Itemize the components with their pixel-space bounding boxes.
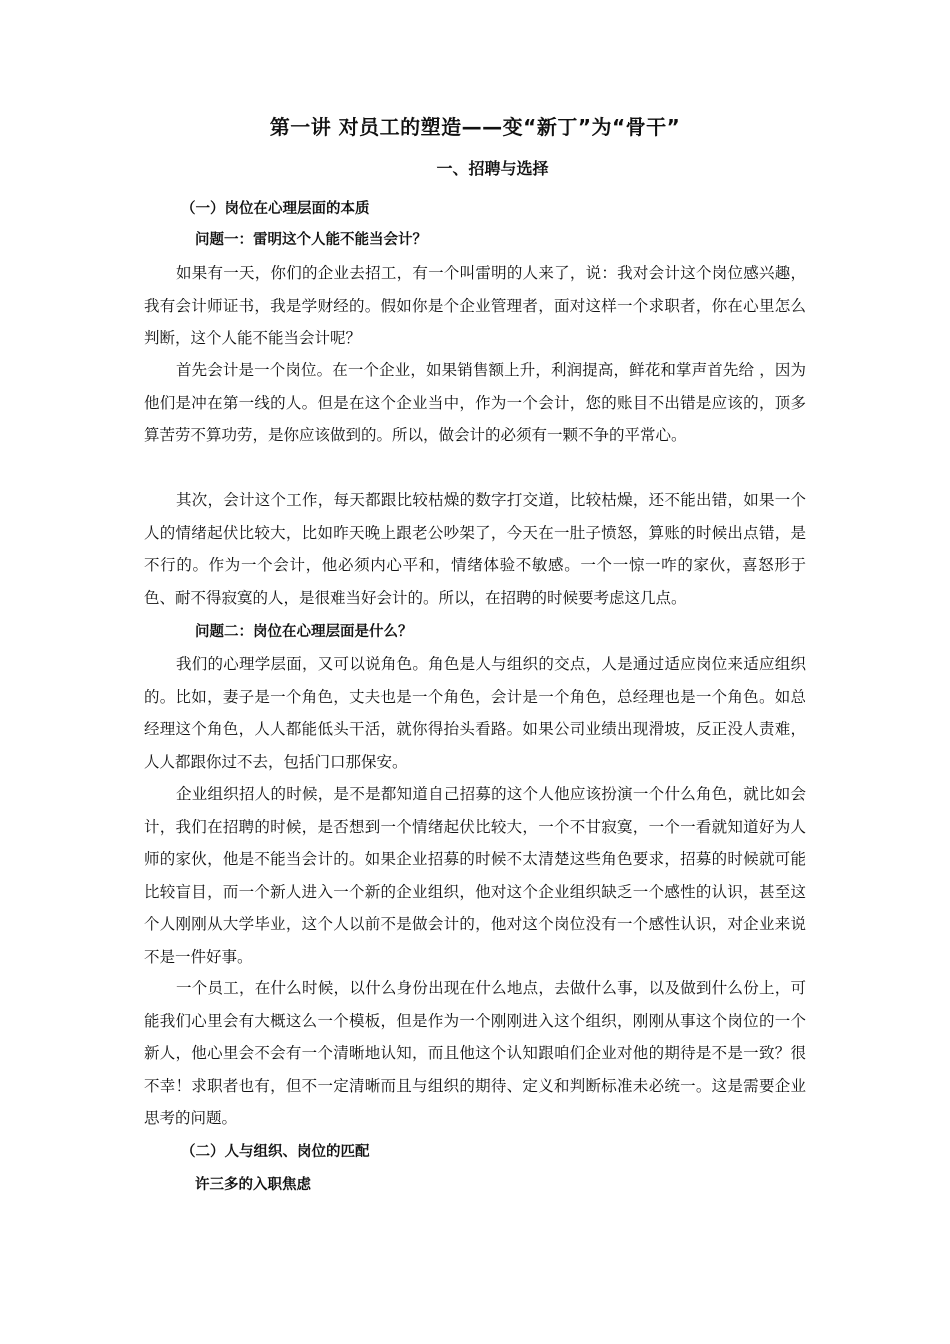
case-heading-xu-sanduo: 许三多的入职焦虑 [195, 1177, 311, 1193]
paragraph-6: 一个员工，在什么时候，以什么身份出现在什么地点，去做什么事，以及做到什么份上，可能我们心里会有大概这么一个模板，但是作为一个刚刚进入这个组织，刚刚从事这个岗位的一个新人，他心里会不会有一个清晰地认知，而且他这个认知跟咱们企业对他的期待是不是一致？很不幸！求职者也有，但不一定清晰而且与组织的期待、定义和判断标准未必统一。这是需要企业思考的问题。 [144, 979, 806, 1127]
question-one-heading: 问题一：雷明这个人能不能当会计？ [195, 232, 427, 248]
paragraph-5: 企业组织招人的时候，是不是都知道自己招募的这个人他应该扮演一个什么角色，就比如会计，我们在招聘的时候，是否想到一个情绪起伏比较大，一个不甘寂寞，一个一看就知道好为人师的家伙，他是不能当会计的。如果企业招募的时候不太清楚这些角色要求，招募的时候就可能比较盲目，而一个新人进入一个新的企业组织，他对这个企业组织缺乏一个感性的认识，甚至这个人刚刚从大学毕业，这个人以前不是做会计的，他对这个岗位没有一个感性认识，对企业来说不是一件好事。 [144, 785, 806, 966]
question-two-heading: 问题二：岗位在心理层面是什么？ [195, 624, 413, 640]
paragraph-3: 其次，会计这个工作，每天都跟比较枯燥的数字打交道，比较枯燥，还不能出错，如果一个人的情绪起伏比较大，比如昨天晚上跟老公吵架了，今天在一肚子愤怒，算账的时候出点错，是不行的。作为一个会计，他必须内心平和，情绪体验不敏感。一个一惊一咋的家伙，喜怒形于色、耐不得寂寞的人，是很难当好会计的。所以，在招聘的时候要考虑这几点。 [144, 491, 806, 607]
paragraph-1: 如果有一天，你们的企业去招工，有一个叫雷明的人来了，说：我对会计这个岗位感兴趣，我有会计师证书，我是学财经的。假如你是个企业管理者，面对这样一个求职者，你在心里怎么判断，这个人能不能当会计呢？ [144, 264, 806, 347]
paragraph-2: 首先会计是一个岗位。在一个企业，如果销售额上升，利润提高，鲜花和掌声首先给 ，因为他们是冲在第一线的人。但是在这个企业当中，作为一个会计，您的账目不出错是应该的，顶多算苦劳不算功劳，是你应该做到的。所以，做会计的必须有一颗不争的平常心。 [144, 361, 806, 444]
subheading-person-org-fit: （二）人与组织、岗位的匹配 [181, 1144, 370, 1160]
paragraph-4: 我们的心理学层面，又可以说角色。角色是人与组织的交点，人是通过适应岗位来适应组织的。比如，妻子是一个角色，丈夫也是一个角色，会计是一个角色，总经理也是一个角色。如总经理这个角色，人人都能低头干活，就你得抬头看路。如果公司业绩出现滑坡，反正没人责难，人人都跟你过不去，包括门口那保安。 [144, 655, 806, 771]
subheading-role-nature: （一）岗位在心理层面的本质 [181, 201, 370, 217]
lecture-title: 第一讲 对员工的塑造——变“新丁”为“骨干” [269, 115, 681, 139]
section-heading-recruitment: 一、招聘与选择 [436, 159, 549, 178]
